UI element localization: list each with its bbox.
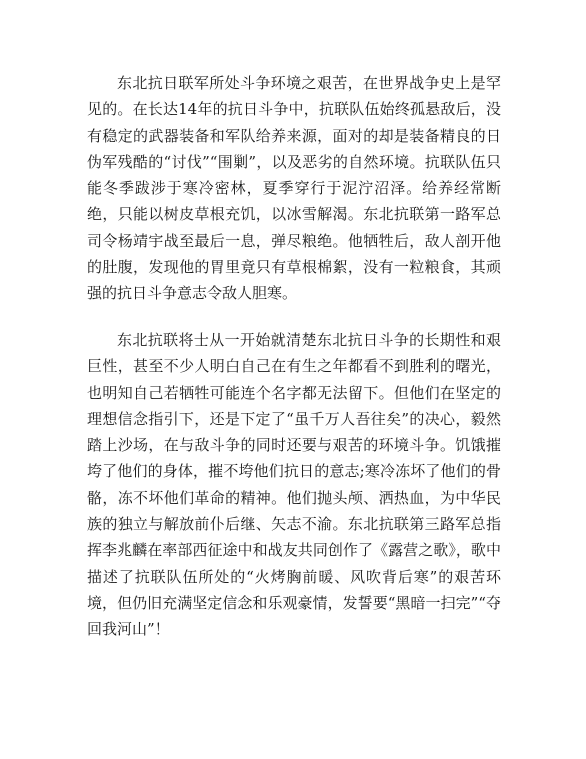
paragraph-1: 东北抗日联军所处斗争环境之艰苦，在世界战争史上是罕见的。在长达14年的抗日斗争中，抗联队伍始终孤悬敌后，没有稳定的武器装备和军队给养来源，面对的却是装备精良的日伪军残酷的“讨伐”“围剿”，以及恶劣的自然环境。抗联队伍只能冬季跋涉于寒冷密林，夏季穿行于泥泞沼泽。给养经常断绝，只能以树皮草根充饥，以冰雪解渴。东北抗联第一路军总司令杨靖宇战至最后一息，弹尽粮绝。他牺牲后，敌人剖开他的肚腹，发现他的胃里竟只有草根棉絮，没有一粒粮食，其顽强的抗日斗争意志令敌人胆寒。 (87, 74, 501, 303)
paragraph-1-block (87, 70, 501, 307)
paragraph-2: 东北抗联将士从一开始就清楚东北抗日斗争的长期性和艰巨性，甚至不少人明白自己在有生之年都看不到胜利的曙光，也明知自己若牺牲可能连个名字都无法留下。但他们在坚定的理想信念指引下，还是下定了“虽千万人吾往矣”的决心，毅然踏上沙场，在与敌斗争的同时还要与艰苦的环境斗争。饥饿摧垮了他们的身体，摧不垮他们抗日的意志;寒冷冻坏了他们的骨骼，冻不坏他们革命的精神。他们抛头颅、洒热血，为中华民族的独立与解放前仆后继、矢志不渝。东北抗联第三路军总指挥李兆麟在率部西征途中和战友共同创作了《露营之歌》，歌中描述了抗联队伍所处的“火烤胸前暖、风吹背后寒”的艰苦环境，但仍旧充满坚定信念和乐观豪情，发誓要“黑暗一扫完”“夺回我河山”！ (87, 331, 501, 639)
paragraph-2-block (87, 327, 501, 643)
